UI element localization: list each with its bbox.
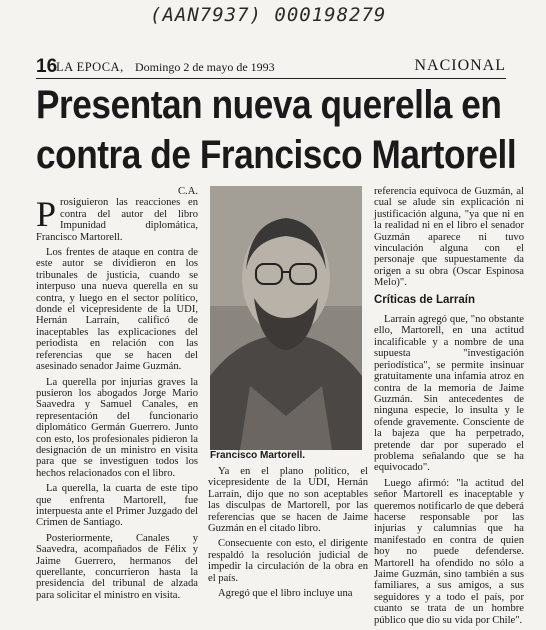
paragraph: Posteriormente, Canales y Saavedra, acompañados de Félix y Jaime Guerrero, hermanos del querellante, concurrieron hasta la presidencia del tribunal de alzada para solicitar el ministro en visita. [36, 532, 198, 601]
paragraph-text: rosiguieron las reacciones en contra del autor del libro Impunidad diplomática, Francisco Martorell. [36, 197, 198, 243]
paragraph: Agregó que el libro incluye una [218, 588, 353, 600]
newspaper-name: LA EPOCA, [56, 60, 124, 74]
paragraph: Ya en el plano político, el vicepresidente de la UDI, Hernán Larraín, dijo que no son aceptables las disculpas de Martorell, por las referencias que se hacen de Jaime Guzmán en el citado libro. [208, 466, 368, 535]
headline [36, 80, 517, 180]
portrait-image [210, 186, 362, 450]
article-column-1 [36, 186, 198, 605]
photo-caption: Francisco Martorell. [210, 450, 306, 461]
handwritten-archive-code: (AAN7937) 000198279 [150, 4, 387, 26]
issue-date: Domingo 2 de mayo de 1993 [135, 60, 275, 74]
page-number: 16 [36, 56, 58, 77]
article-column-2 [208, 466, 368, 603]
headline-line-1: Presentan nueva querella en [36, 83, 502, 127]
paragraph: Luego afirmó: "la actitud del señor Martorell es inaceptable y queremos notificarlo de que deberá hacerse responsable por las injurias y calumnias que ha manifestado en contra de quien hoy no puede defenderse. Martorell ha ofendido no sólo a Jaime Guzmán, sino también a sus familiares, a sus amigos, a sus seguidores y a todo el país, por cuanto se trata de un hombre público que dio su vida por Chile". [374, 477, 524, 626]
article-column-3 [374, 186, 524, 630]
masthead [36, 58, 506, 79]
paragraph: Consecuente con esto, el dirigente respaldó la resolución judicial de impedir la circulación de la obra en el país. [208, 538, 368, 584]
paragraph [36, 194, 198, 243]
portrait-photo [210, 186, 362, 450]
paragraph: Larraín agregó que, "no obstante ello, Martorell, en una actitud incalificable y a nombre de una supuesta "investigación periodística", se permite insinuar gratuitamente una infamia atroz en contra de la memoria de Jaime Guzmán. Sin antecedentes de ninguna especie, lo insulta y le ofende gravemente. Consciente de la bajeza que ha perpetrado, pretende dar por superado el problema señalando que se ha equivocado". [374, 314, 524, 474]
drop-cap: P [36, 194, 57, 235]
paragraph: La querella por injurias graves la pusieron los abogados Jorge Mario Saavedra y Samuel Canales, en representación del funcionario diplomático Germán Guerrero. Junto con esto, los profesionales pidieron la designación de un ministro en visita para que se investiguen todos los hechos relacionados con el libro. [36, 376, 198, 479]
headline-line-2: contra de Francisco Martorell [36, 133, 517, 177]
paragraph: Los frentes de ataque en contra de este autor se dividieron en los tribunales de justicia, cuando se interpuso una nueva querella en su contra, y luego en el sector político, donde el vicepresidente de la UDI, Hernán Larraín, calificó de inaceptables las explicaciones del periodista en relación con las referencias que se hacen del asesinado senador Jaime Guzmán. [36, 247, 198, 373]
section-label: NACIONAL [414, 57, 506, 74]
byline: C.A. [177, 186, 198, 197]
paragraph: referencia equívoca de Guzmán, al cual se alude sin explicación ni justificación alguna, "ya que ni en la realidad ni en el libro el senador Guzmán aparece ni tuvo vinculación alguna con el personaje que supuestamente da origen a su obra (Oscar Espinosa Melo)". [374, 186, 524, 289]
subheading: Críticas de Larraín [374, 293, 475, 306]
paragraph: La querella, la cuarta de este tipo que enfrenta Martorell, fue interpuesta ante el Primer Juzgado del Crimen de Santiago. [36, 483, 198, 529]
